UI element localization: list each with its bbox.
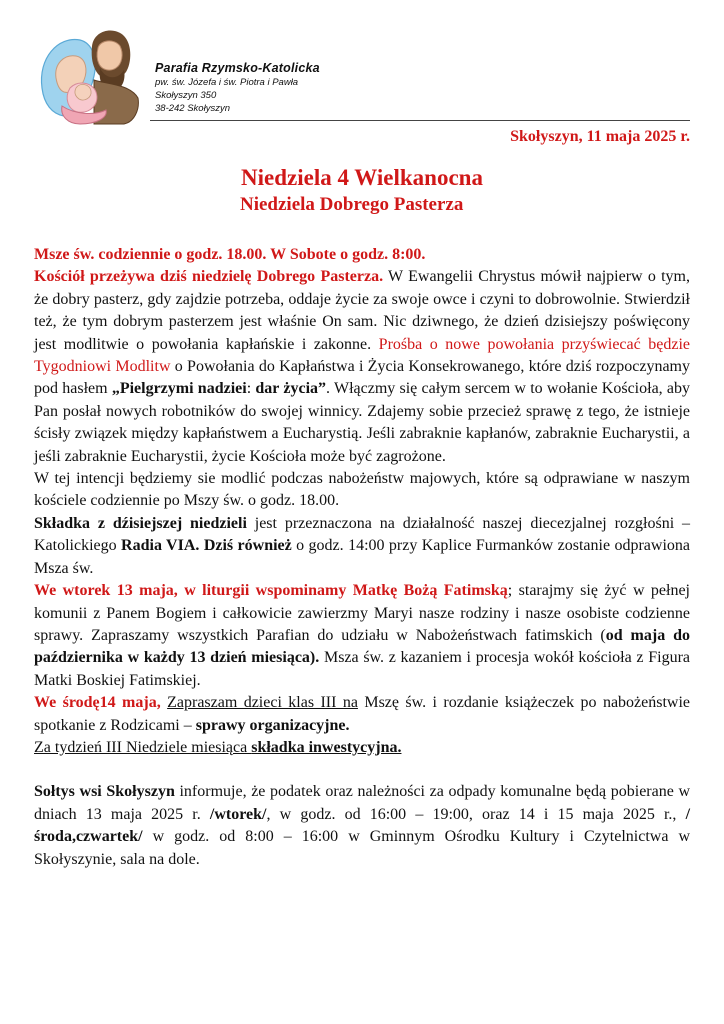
wednesday-invite: Zapraszam dzieci klas III na — [167, 694, 358, 712]
good-shepherd-body: W Ewangelii Chrystus mówił najpierw o tym, że dobry pasterz, gdy zajdzie potrzeba, oddaje życie za swoje owce i czyni to dobrowolnie. Stwierdził też, że tym dobrym pasterzem jest właśnie On sam. Nic dziwnego, że dzień dzisiejszy poświęcony jest modlitwie o powołania kapłańskie i zakonne. — [34, 268, 691, 353]
collection-body: jest przeznaczona na działalność naszej diecezjalnej rozgłośni – Katolickiego — [34, 514, 691, 555]
page-subtitle: Niedziela Dobrego Pasterza — [240, 194, 464, 215]
parish-name: Parafia Rzymsko-Katolicka — [155, 61, 320, 75]
collection-lead: Składka z dźisiejszej niedzieli — [34, 514, 247, 532]
motto-part2: dar życia” — [255, 380, 327, 398]
good-shepherd-mid: o Powołania do Kapłaństwa i Życia Konsekrowanego, które dziś rozpoczynamy pod hasłem — [34, 358, 690, 398]
soltys-mid: , w godz. od 16:00 – 19:00, oraz 14 i 15 maja 2025 r., — [266, 805, 686, 823]
collection-also: Dziś również — [203, 537, 292, 555]
parish-header — [155, 60, 320, 115]
fatima-schedule: od maja do października w każdy 13 dzień miesiąca). — [34, 626, 691, 667]
fatima-lead: We wtorek 13 maja, w liturgii wspominamy Matkę Bożą Fatimską — [34, 582, 508, 600]
header-divider — [150, 120, 690, 121]
spacer — [34, 759, 690, 781]
radio-via: Radia VIA. — [121, 537, 200, 555]
soltys-body: informuje, że podatek oraz należności za odpady komunalne będą pobierane w dniach 13 maja 2025 r. — [34, 783, 691, 823]
soltys-day2: /środa,czwartek/ — [34, 805, 691, 846]
next-week-text: Za tydzień III Niedziele miesiąca — [34, 738, 252, 756]
wednesday-organizational: sprawy organizacyjne. — [195, 716, 350, 734]
fatima-body: ; starajmy się żyć w pełnej komunii z Panem Bogiem i całkowicie zawierzmy Maryi nasze rodziny i nasze osobiste codzienne sprawy. Zapraszamy wszystkich Parafian do udziału w Nabożeństwach fatimskich ( — [34, 582, 690, 644]
motto-colon: : — [246, 380, 256, 398]
collection-end: o godz. 14:00 przy Kaplice Furmanków zostanie odprawiona Msza św. — [34, 537, 690, 577]
prayer-week-highlight: Prośba o nowe powołania przyświecać będzie Tygodniowi Modlitw — [34, 335, 691, 376]
collection-paragraph — [34, 513, 690, 580]
wednesday-paragraph — [34, 692, 690, 737]
dateline: Skołyszyn, 11 maja 2025 r. — [510, 128, 690, 145]
mass-times — [34, 244, 690, 266]
investment-collection: składka inwestycyjna. — [251, 738, 402, 756]
soltys-paragraph — [34, 781, 690, 871]
page-title: Niedziela 4 Wielkanocna — [241, 165, 483, 190]
mass-times-text: Msze św. codziennie o godz. 18.00. W Sobote o godz. 8:00. — [34, 246, 426, 263]
soltys-day1: /wtorek/ — [209, 805, 267, 823]
wednesday-body: Mszę św. i rozdanie książeczek po nabożeństwie spotkanie z Rodzicami – — [34, 694, 691, 734]
parish-address: Skołyszyn 350 — [155, 90, 217, 101]
parish-postal: 38-242 Skołyszyn — [155, 103, 230, 114]
wednesday-lead: We środę14 maja, — [34, 694, 161, 712]
good-shepherd-paragraph — [34, 266, 690, 468]
announcements-body — [34, 244, 690, 871]
good-shepherd-end: . Włączmy się całym sercem w to wołanie Kościoła, aby Pan posłał nowych robotników do swojej winnicy. Zdajemy sobie przecież sprawę z tego, że istnieje ścisły związek między kapłaństwem a Eucharystią. Jeśli zabraknie kapłanów, zabraknie Eucharystii, a jeśli zabraknie Eucharystii, życie Kościoła może być zagrożone. — [34, 380, 691, 465]
good-shepherd-lead: Kościół przeżywa dziś niedzielę Dobrego Pasterza. — [34, 268, 384, 286]
fatima-end: Msza św. z kazaniem i procesja wokół kościoła z Figura Matki Boskiej Fatimskiej. — [34, 649, 690, 689]
soltys-end: w godz. od 8:00 – 16:00 w Gminnym Ośrodku Kultury i Czytelnictwa w Skołyszynie, sala na dole. — [34, 828, 690, 868]
may-devotions-paragraph: W tej intencji będziemy sie modlić podczas nabożeństw majowych, które są odprawiane w naszym kościele codziennie po Mszy św. o godz. 18.00. — [34, 470, 690, 510]
parish-dedication: pw. św. Józefa i św. Piotra i Pawła — [155, 77, 299, 88]
fatima-paragraph — [34, 580, 690, 692]
next-week-paragraph — [34, 737, 690, 759]
holy-family-logo — [34, 18, 144, 128]
soltys-lead: Sołtys wsi Skołyszyn — [34, 783, 175, 801]
motto-part1: „Pielgrzymi nadziei — [111, 380, 247, 398]
